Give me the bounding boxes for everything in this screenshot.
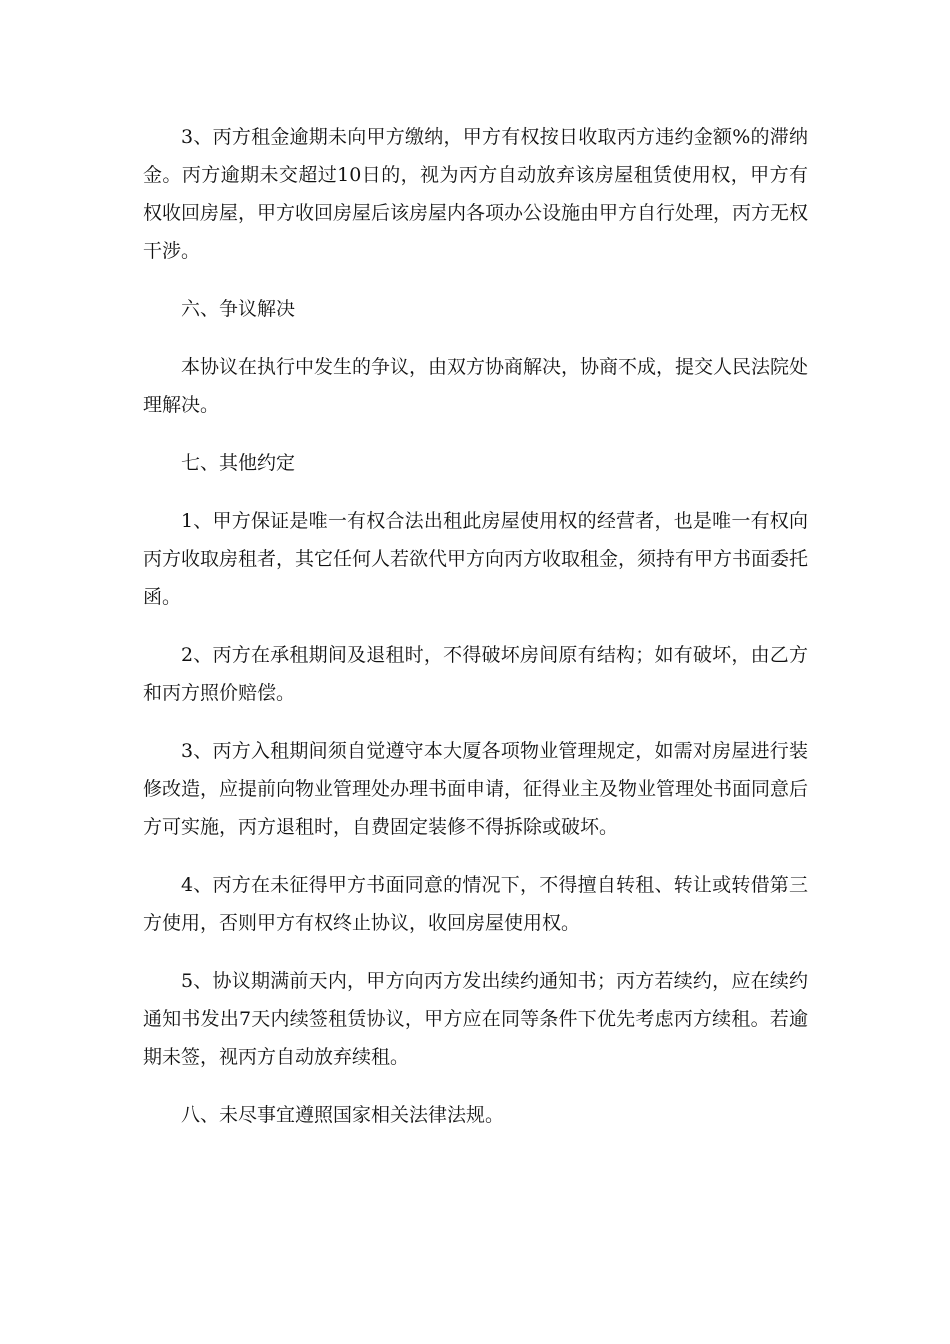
- paragraph-other-agreement-4: 4、丙方在未征得甲方书面同意的情况下，不得擅自转租、转让或转借第三方使用，否则甲方有权终止协议，收回房屋使用权。: [143, 874, 808, 934]
- paragraph-dispute-resolution: 本协议在执行中发生的争议，由双方协商解决，协商不成，提交人民法院处理解决。: [143, 356, 809, 416]
- paragraph-other-agreement-3: 3、丙方入租期间须自觉遵守本大厦各项物业管理规定，如需对房屋进行装修改造，应提前向物业管理处办理书面申请，征得业主及物业管理处书面同意后方可实施，丙方退租时，自费固定装修不得拆除或破坏。: [143, 740, 809, 838]
- document-body: [143, 118, 808, 1154]
- section-heading-dispute-resolution: 六、争议解决: [181, 298, 296, 320]
- paragraph-other-agreement-5: 5、协议期满前天内，甲方向丙方发出续约通知书；丙方若续约，应在续约通知书发出7天内续签租赁协议，甲方应在同等条件下优先考虑丙方续租。若逾期未签，视丙方自动放弃续租。: [143, 970, 808, 1068]
- section-heading-other-agreements: 七、其他约定: [181, 452, 296, 474]
- paragraph-other-agreement-2: 2、丙方在承租期间及退租时，不得破坏房间原有结构；如有破坏，由乙方和丙方照价赔偿。: [143, 644, 808, 704]
- paragraph-late-payment-clause: 3、丙方租金逾期未向甲方缴纳，甲方有权按日收取丙方违约金额%的滞纳金。丙方逾期未交超过10日的，视为丙方自动放弃该房屋租赁使用权，甲方有权收回房屋，甲方收回房屋后该房屋内各项办公设施由甲方自行处理，丙方无权干涉。: [143, 126, 809, 262]
- section-heading-miscellaneous: 八、未尽事宜遵照国家相关法律法规。: [181, 1104, 505, 1126]
- paragraph-other-agreement-1: 1、甲方保证是唯一有权合法出租此房屋使用权的经营者，也是唯一有权向丙方收取房租者，其它任何人若欲代甲方向丙方收取租金，须持有甲方书面委托函。: [143, 510, 809, 608]
